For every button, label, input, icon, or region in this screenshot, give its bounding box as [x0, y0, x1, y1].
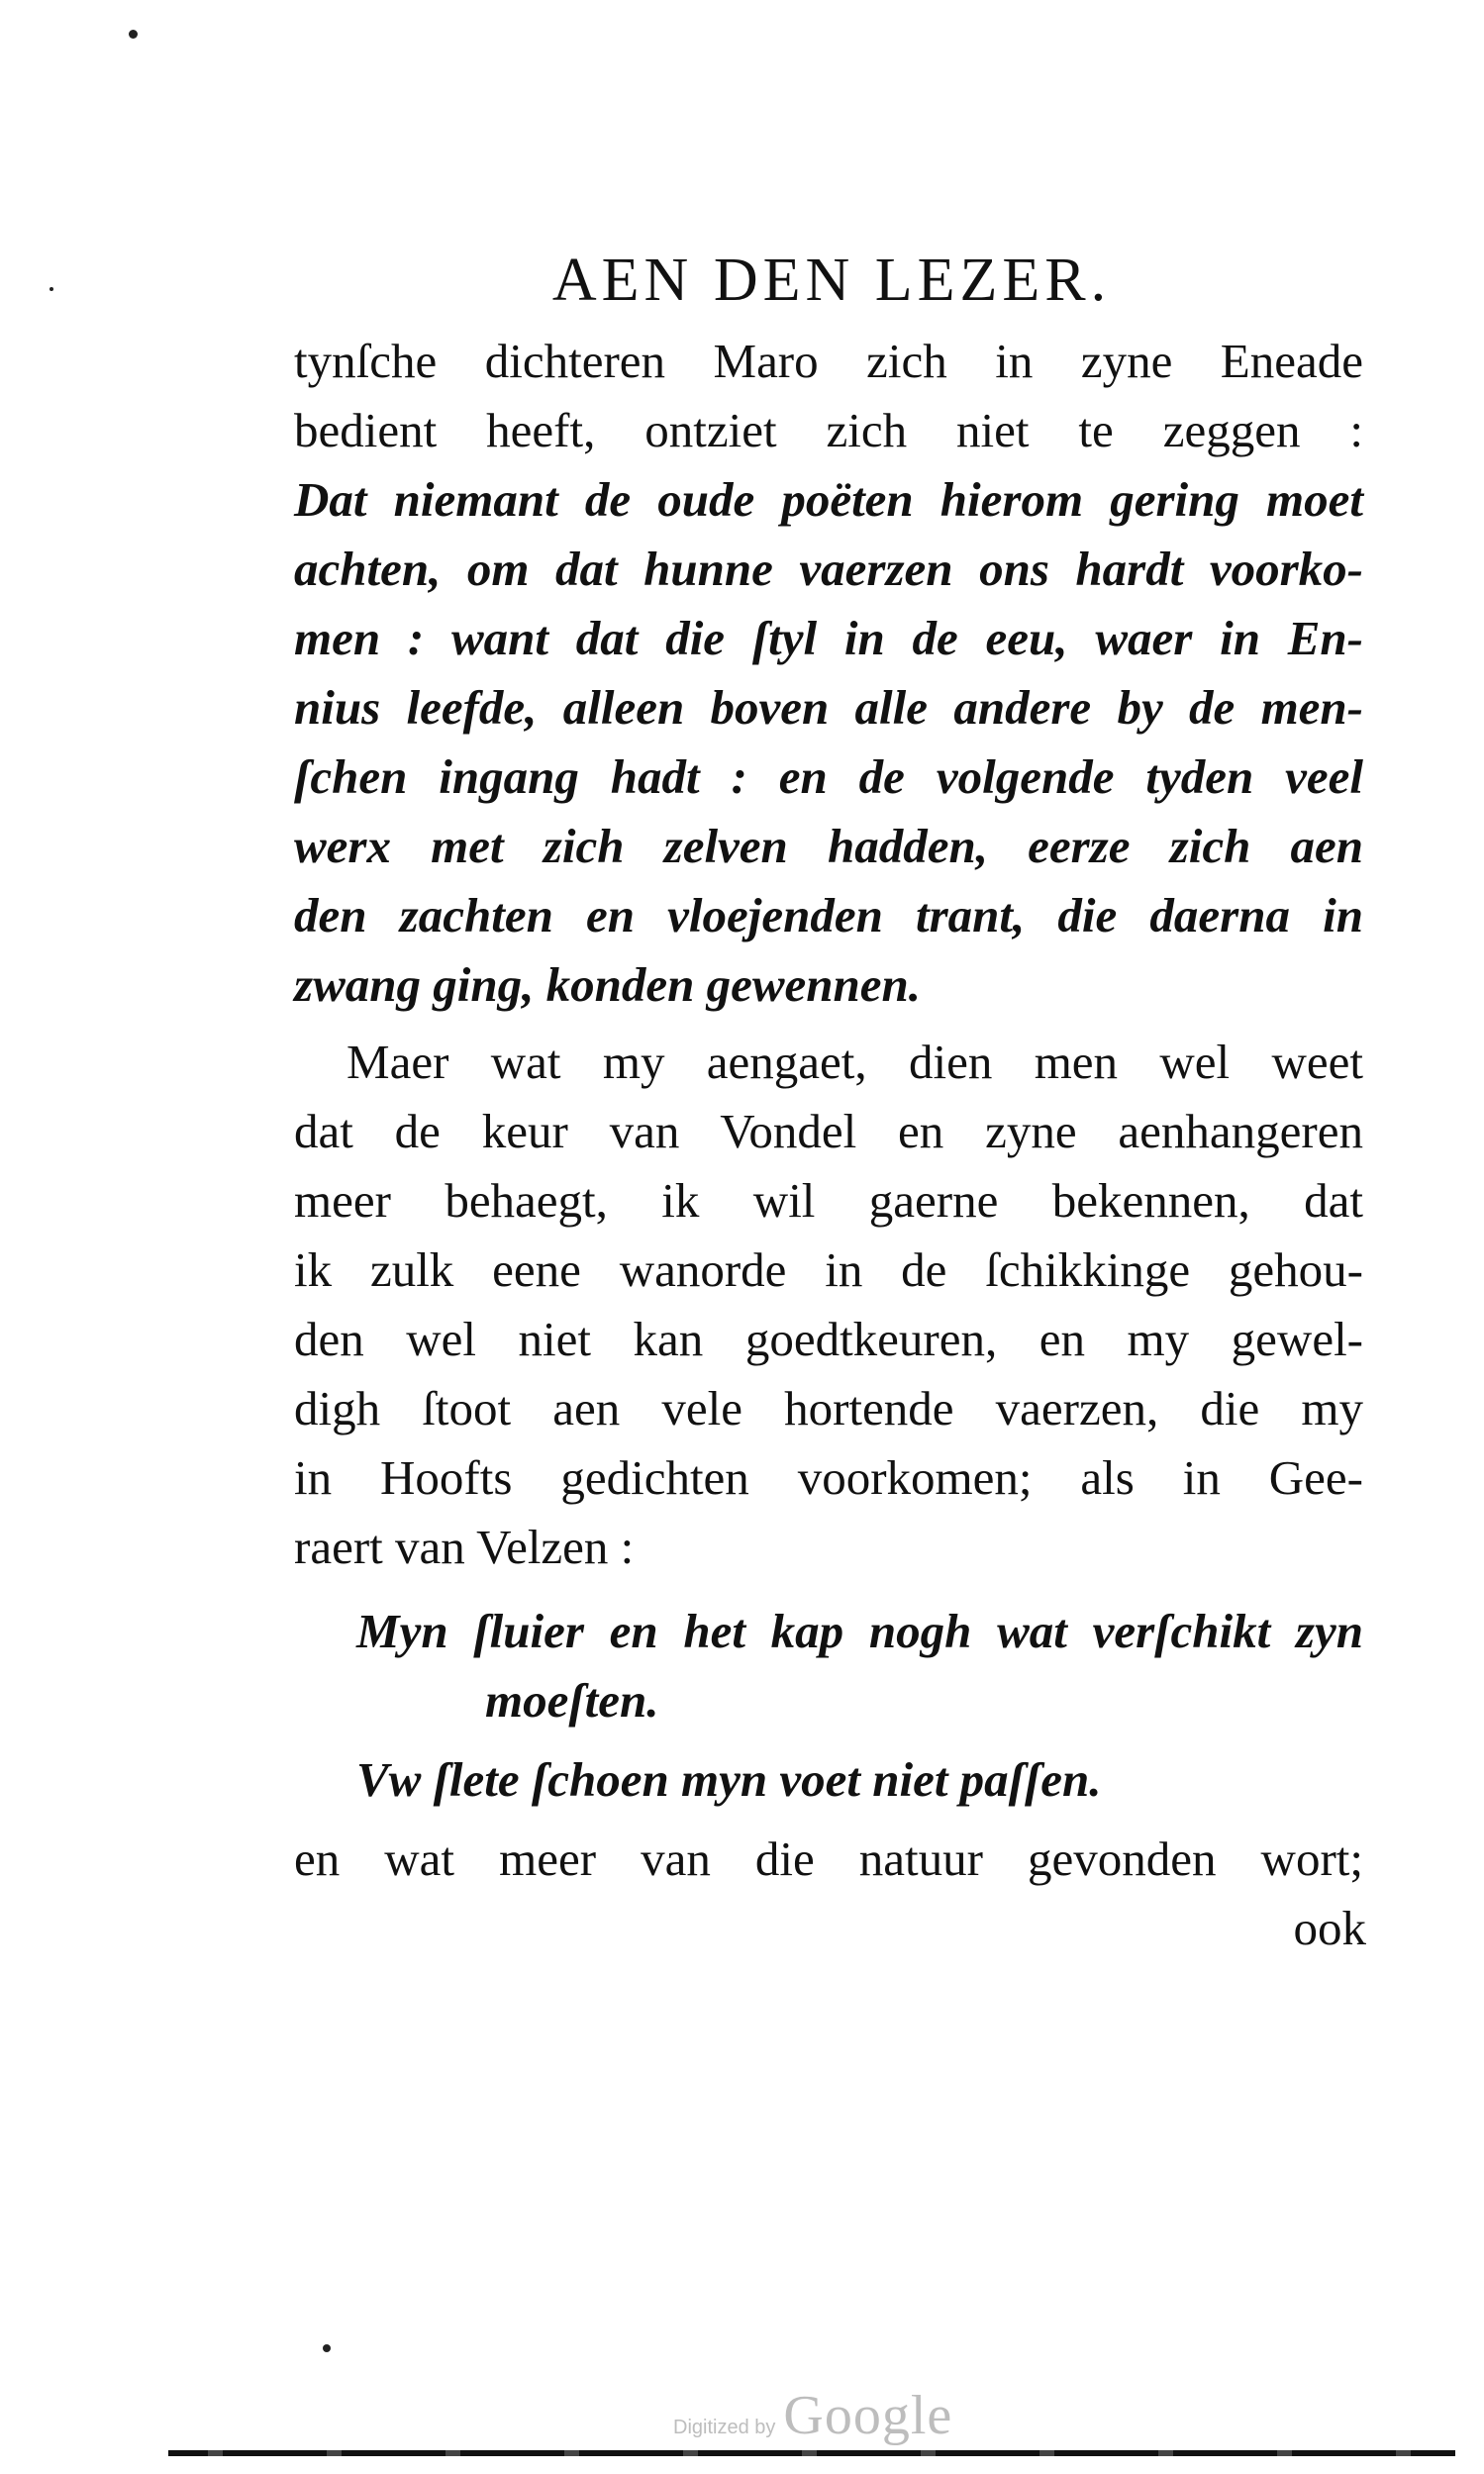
verse-line: moeſten. — [485, 1673, 659, 1728]
quote-line: zwang ging, konden gewennen. — [294, 957, 922, 1012]
text-line: ik zulk eene wanorde in de ſchikkinge gehou- — [294, 1242, 1363, 1297]
watermark-prefix: Digitized by — [673, 2417, 776, 2438]
verse-line: Myn ſluier en het kap nogh wat verſchikt zyn — [356, 1604, 1363, 1658]
text-line: dat de keur van Vondel en zyne aenhangeren — [294, 1104, 1363, 1158]
ink-speck — [323, 2344, 331, 2352]
google-logo: Google — [783, 2385, 953, 2446]
quote-line: werx met zich zelven hadden, eerze zich aen — [294, 819, 1363, 873]
text-line: bedient heeft, ontziet zich niet te zeggen : — [294, 403, 1363, 457]
ink-speck — [49, 287, 53, 291]
digitized-watermark — [673, 2384, 1030, 2453]
ink-speck — [129, 30, 138, 39]
catchword: ook — [1293, 1901, 1366, 1955]
text-line: raert van Velzen : — [294, 1520, 635, 1574]
quote-line: ſchen ingang hadt : en de volgende tyden veel — [294, 749, 1363, 804]
quote-line: men : want dat die ſtyl in de eeu, waer in En- — [294, 611, 1363, 665]
text-line: Maer wat my aengaet, dien men wel weet — [346, 1035, 1363, 1089]
text-line: tynſche dichteren Maro zich in zyne Eneade — [294, 334, 1363, 388]
page-heading: AEN DEN LEZER. — [551, 247, 1112, 314]
quote-line: achten, om dat hunne vaerzen ons hardt voorko- — [294, 542, 1363, 596]
page-edge-rule — [168, 2450, 1455, 2456]
text-line: meer behaegt, ik wil gaerne bekennen, dat — [294, 1173, 1363, 1228]
quote-line: nius leefde, alleen boven alle andere by de men- — [294, 680, 1363, 735]
quote-line: Dat niemant de oude poëten hierom gering moet — [294, 472, 1363, 527]
verse-line: Vw ſlete ſchoen myn voet niet paſſen. — [356, 1752, 1102, 1807]
text-line: in Hoofts gedichten voorkomen; als in Gee- — [294, 1450, 1363, 1505]
text-line: digh ſtoot aen vele hortende vaerzen, die my — [294, 1381, 1363, 1435]
text-line: den wel niet kan goedtkeuren, en my gewel- — [294, 1312, 1363, 1366]
quote-line: den zachten en vloejenden trant, die daerna in — [294, 888, 1363, 942]
text-line: en wat meer van die natuur gevonden wort; — [294, 1831, 1363, 1886]
